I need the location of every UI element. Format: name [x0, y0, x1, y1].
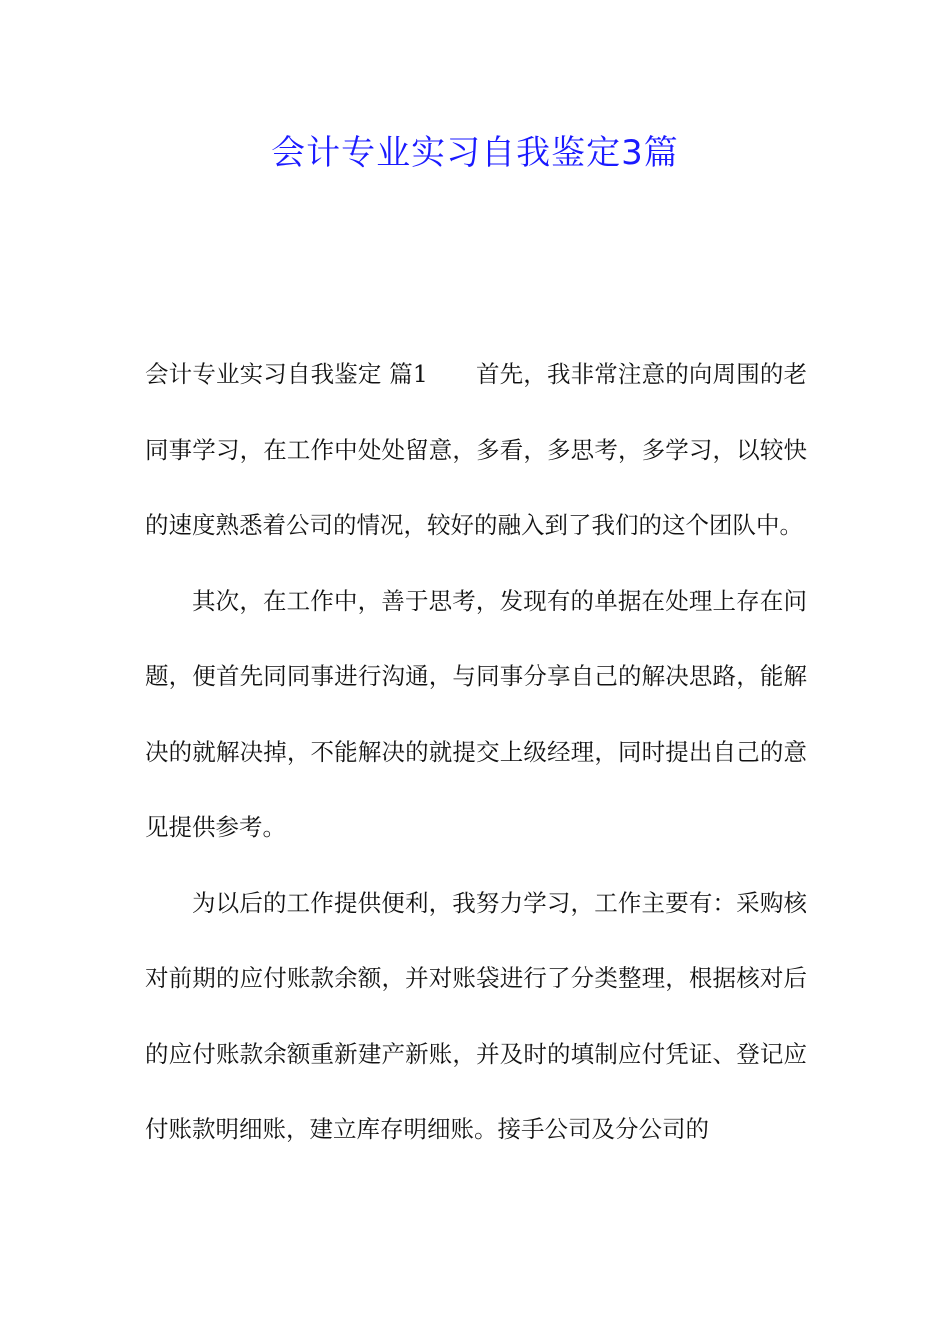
- paragraph-1: [145, 337, 807, 564]
- paragraph-2: 其次，在工作中，善于思考，发现有的单据在处理上存在问题，便首先同同事进行沟通，与同事分享自己的解决思路，能解决的就解决掉，不能解决的就提交上级经理，同时提出自己的意见提供参考。: [145, 586, 807, 841]
- section-heading: 会计专业实习自我鉴定 篇1: [145, 360, 428, 388]
- document-title: 会计专业实习自我鉴定3篇: [271, 133, 679, 173]
- paragraph-3: 为以后的工作提供便利，我努力学习，工作主要有：采购核对前期的应付账款余额，并对账袋进行了分类整理，根据核对后的应付账款余额重新建产新账，并及时的填制应付凭证、登记应付账款明细账，建立库存明细账。接手公司及分公司的: [145, 888, 807, 1143]
- document-body: [145, 337, 807, 1168]
- paragraph-1-text: 首先，我非常注意的向周围的老同事学习，在工作中处处留意，多看，多思考，多学习，以较快的速度熟悉着公司的情况，较好的融入到了我们的这个团队中。: [145, 360, 808, 539]
